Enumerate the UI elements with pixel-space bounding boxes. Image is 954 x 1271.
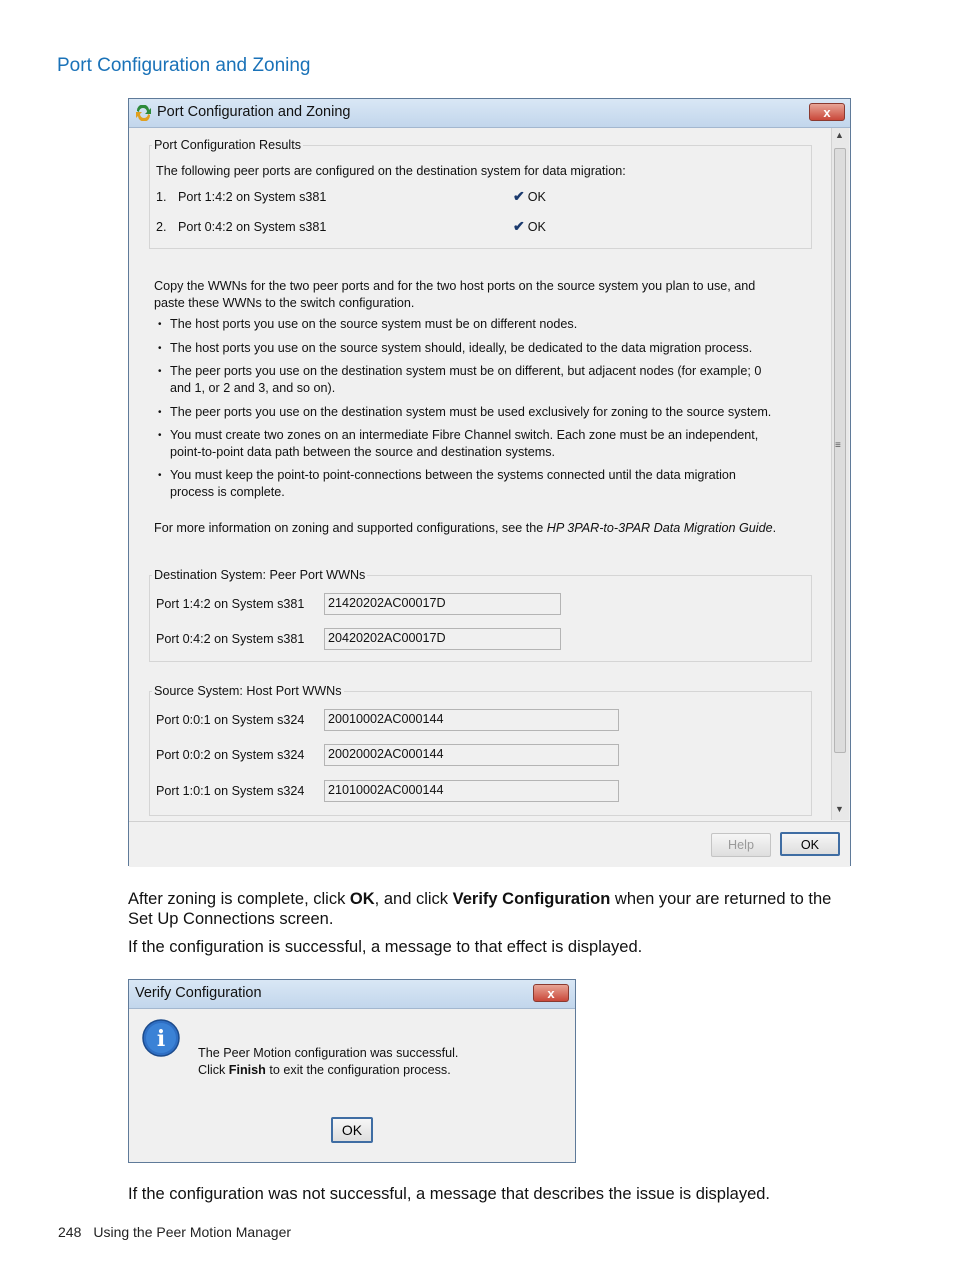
- guide-reference: HP 3PAR-to-3PAR Data Migration Guide: [546, 521, 773, 535]
- wwn-field[interactable]: 20020002AC000144: [324, 744, 619, 766]
- port-result-row: 2. Port 0:4:2 on System s381: [156, 220, 327, 234]
- close-button[interactable]: [533, 984, 569, 1002]
- wwn-field[interactable]: 20420202AC00017D: [324, 628, 561, 650]
- chapter-title: Using the Peer Motion Manager: [93, 1224, 292, 1240]
- app-icon: [135, 105, 152, 121]
- dialog-message: The Peer Motion configuration was successful. Click Finish to exit the configuration process.: [198, 1046, 459, 1077]
- dialog-content: [129, 128, 832, 820]
- dialog-titlebar: [129, 99, 850, 128]
- wwn-row-label: Port 1:0:1 on System s324: [156, 784, 305, 798]
- wwn-row-label: Port 0:4:2 on System s381: [156, 632, 305, 646]
- ok-button[interactable]: OK: [331, 1117, 373, 1143]
- close-icon: x: [823, 105, 831, 120]
- section-heading: Port Configuration and Zoning: [57, 55, 311, 76]
- ok-button[interactable]: OK: [780, 832, 840, 856]
- wwn-field[interactable]: 21010002AC000144: [324, 780, 619, 802]
- bullet-item: • The peer ports you use on the destination system must be on different, but adjacent nodes (for example; 0 and 1, or 2 and 3, and so on).: [170, 363, 810, 397]
- wwn-field[interactable]: 21420202AC00017D: [324, 593, 561, 615]
- dialog-button-bar: [129, 821, 850, 867]
- bullet-item: • You must keep the point-to point-connections between the systems connected until the data migration process is complete.: [170, 467, 810, 501]
- page-number: 248: [58, 1224, 82, 1240]
- dialog-titlebar: [129, 980, 575, 1009]
- port-config-dialog: [128, 98, 851, 866]
- dialog-title: Verify Configuration: [135, 985, 262, 1001]
- paragraph: If the configuration was not successful, a message that describes the issue is displayed.: [128, 1185, 771, 1203]
- checkmark-icon: ✔: [513, 188, 525, 204]
- destination-group-legend: Destination System: Peer Port WWNs: [154, 568, 366, 582]
- copy-instructions-line: Copy the WWNs for the two peer ports and for the two host ports on the source system you plan to use, and: [154, 279, 756, 293]
- copy-instructions-line: paste these WWNs to the switch configuration.: [154, 296, 415, 310]
- wwn-row-label: Port 0:0:2 on System s324: [156, 748, 305, 762]
- more-info-text: For more information on zoning and supported configurations, see the HP 3PAR-to-3PAR Data Migration Guide.: [154, 521, 777, 535]
- info-icon: [141, 1018, 181, 1058]
- results-group-legend: Port Configuration Results: [154, 138, 301, 152]
- svg-text:i: i: [156, 1026, 166, 1052]
- bullet-item: • The host ports you use on the source system must be on different nodes.: [170, 316, 810, 333]
- page-footer: [58, 1224, 291, 1240]
- bullet-item: • The host ports you use on the source system should, ideally, be dedicated to the data migration process.: [170, 340, 810, 357]
- results-intro: The following peer ports are configured on the destination system for data migration:: [156, 164, 626, 178]
- vertical-scrollbar[interactable]: [831, 128, 849, 820]
- close-icon: x: [547, 986, 555, 1001]
- paragraph: If the configuration is successful, a message to that effect is displayed.: [128, 938, 643, 956]
- bullet-item: • You must create two zones on an intermediate Fibre Channel switch. Each zone must be an independent, point-to-point data path between the source and destination systems.: [170, 427, 810, 461]
- port-result-status: ✔ OK: [513, 218, 546, 234]
- port-result-row: 1. Port 1:4:2 on System s381: [156, 190, 327, 204]
- checkmark-icon: ✔: [513, 218, 525, 234]
- grip-icon: ≡: [835, 440, 841, 451]
- dialog-title: Port Configuration and Zoning: [157, 104, 351, 120]
- scroll-up-icon[interactable]: ▲: [835, 130, 844, 140]
- bullet-item: • The peer ports you use on the destination system must be used exclusively for zoning to the source system.: [170, 404, 810, 421]
- wwn-row-label: Port 1:4:2 on System s381: [156, 597, 305, 611]
- wwn-row-label: Port 0:0:1 on System s324: [156, 713, 305, 727]
- verify-configuration-dialog: [128, 979, 576, 1163]
- port-result-status: ✔ OK: [513, 188, 546, 204]
- help-button[interactable]: Help: [711, 833, 771, 857]
- wwn-field[interactable]: 20010002AC000144: [324, 709, 619, 731]
- scroll-down-icon[interactable]: ▼: [835, 804, 844, 814]
- source-group-legend: Source System: Host Port WWNs: [154, 684, 342, 698]
- paragraph: After zoning is complete, click OK, and click Verify Configuration when your are returned to the Set Up Connections screen.: [128, 890, 832, 928]
- close-button[interactable]: [809, 103, 845, 121]
